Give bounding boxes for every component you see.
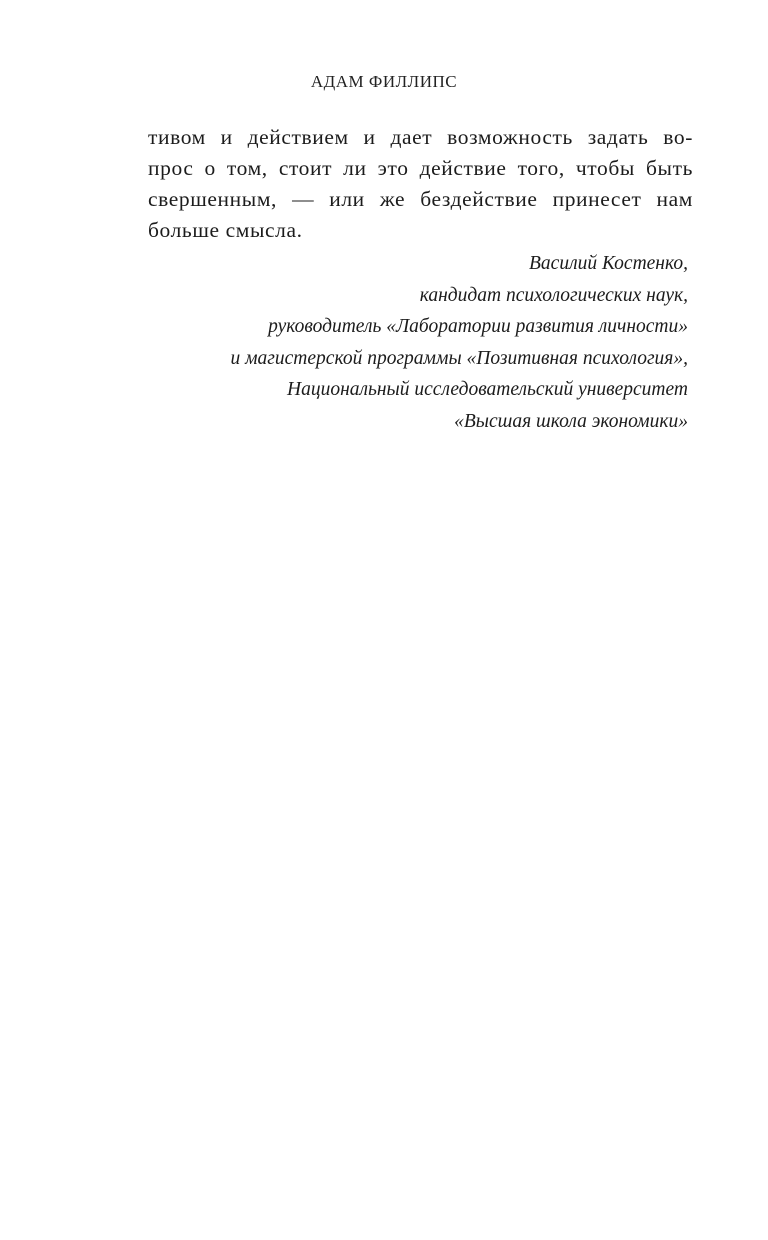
- signature-degree: кандидат психологических наук,: [419, 284, 688, 306]
- signature-author-name: Василий Костенко,: [529, 253, 688, 274]
- author-signature-block: [128, 248, 688, 437]
- running-header-title: АДАМ ФИЛЛИПС: [310, 72, 458, 91]
- paragraph-line: тивом и действием и дает возможность задать во-: [148, 125, 693, 149]
- signature-position: руководитель «Лаборатории развития личности»: [268, 316, 688, 337]
- body-paragraph: [148, 122, 693, 246]
- signature-school: «Высшая школа экономики»: [454, 410, 688, 432]
- signature-university: Национальный исследовательский университет: [287, 379, 688, 400]
- paragraph-line: прос о том, стоит ли это действие того, чтобы быть: [148, 156, 693, 180]
- paragraph-line: свершенным, — или же бездействие принесет нам: [148, 187, 693, 211]
- paragraph-line: больше смысла.: [148, 218, 303, 242]
- signature-program: и магистерской программы «Позитивная психология»,: [230, 347, 688, 369]
